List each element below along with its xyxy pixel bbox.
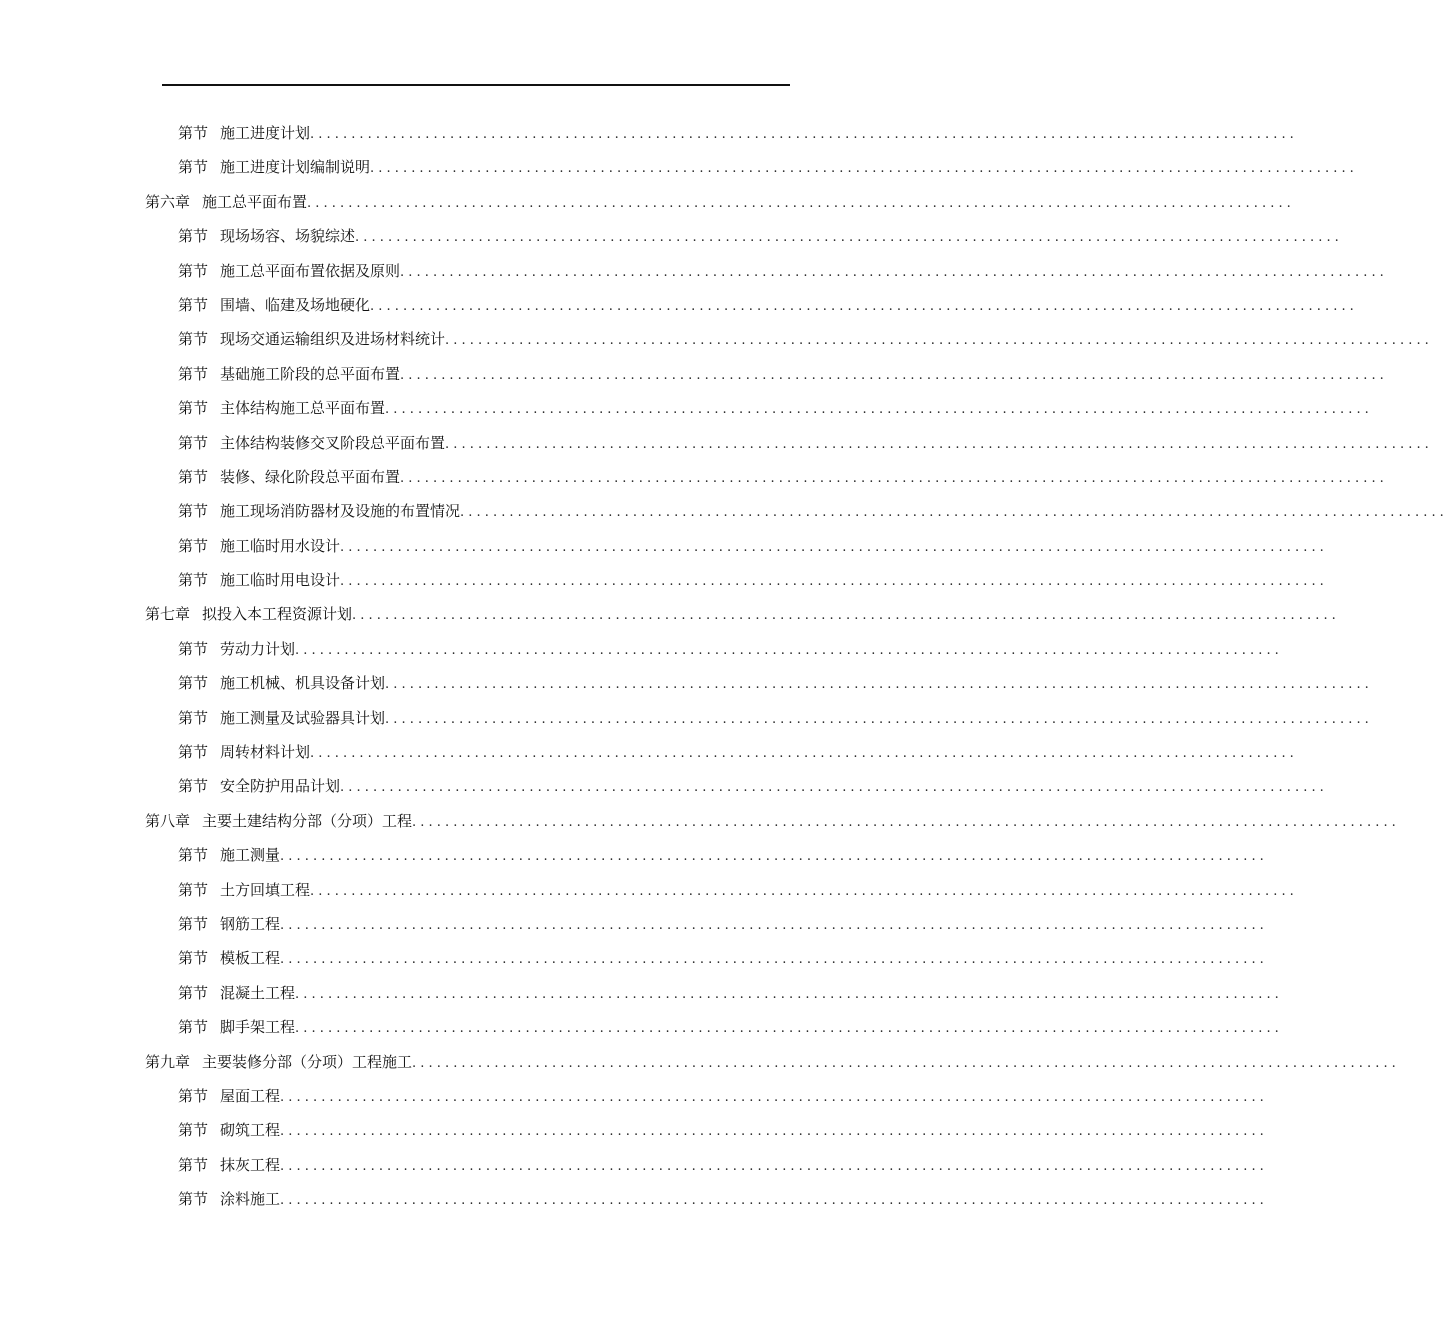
toc-dot-leader: ........................................................................................................................: [295, 1021, 1283, 1037]
toc-dot-leader: ........................................................................................................................: [400, 264, 1388, 280]
toc-entry-number: 第节: [178, 227, 209, 246]
toc-section-entry[interactable]: [0, 941, 1268, 975]
toc-dot-leader: ........................................................................................................................: [460, 505, 1448, 521]
toc-entry-title: 现场场容、场貌综述: [220, 227, 356, 246]
toc-dot-leader: ........................................................................................................................: [280, 1158, 1268, 1174]
toc-entry-title: 混凝土工程: [220, 983, 296, 1002]
toc-chapter-entry[interactable]: [0, 597, 1340, 631]
toc-entry-title: 施工总平面布置: [202, 192, 308, 211]
toc-entry-title: 主体结构施工总平面布置: [220, 399, 386, 418]
toc-section-entry[interactable]: [0, 150, 1358, 184]
toc-section-entry[interactable]: [0, 219, 1343, 253]
toc-section-entry[interactable]: [0, 769, 1328, 803]
toc-entry-number: 第节: [178, 536, 209, 555]
toc-dot-leader: ........................................................................................................................: [385, 677, 1373, 693]
toc-chapter-entry[interactable]: [0, 804, 1400, 838]
toc-dot-leader: ........................................................................................................................: [310, 883, 1298, 899]
toc-dot-leader: ........................................................................................................................: [412, 814, 1400, 830]
toc-entry-number: 第节: [178, 399, 209, 418]
toc-dot-leader: ........................................................................................................................: [445, 333, 1433, 349]
toc-entry-title: 模板工程: [220, 949, 281, 968]
toc-entry-title: 劳动力计划: [220, 639, 296, 658]
toc-dot-leader: ........................................................................................................................: [340, 539, 1328, 555]
toc-entry-title: 基础施工阶段的总平面布置: [220, 364, 401, 383]
toc-entry-number: 第七章: [145, 605, 191, 624]
toc-entry-title: 涂料施工: [220, 1190, 281, 1209]
header-rule: [162, 84, 790, 86]
toc-entry-title: 施工进度计划编制说明: [220, 158, 371, 177]
toc-section-entry[interactable]: [0, 701, 1373, 735]
toc-chapter-entry[interactable]: [0, 185, 1295, 219]
toc-section-entry[interactable]: [0, 1182, 1268, 1216]
toc-dot-leader: ........................................................................................................................: [340, 780, 1328, 796]
toc-entry-number: 第节: [178, 880, 209, 899]
toc-entry-title: 施工总平面布置依据及原则: [220, 261, 401, 280]
toc-section-entry[interactable]: [0, 632, 1283, 666]
toc-dot-leader: ........................................................................................................................: [307, 195, 1295, 211]
toc-entry-title: 钢筋工程: [220, 914, 281, 933]
toc-entry-number: 第节: [178, 674, 209, 693]
toc-entry-number: 第节: [178, 158, 209, 177]
toc-entry-number: 第节: [178, 1121, 209, 1140]
toc-dot-leader: ........................................................................................................................: [385, 402, 1373, 418]
toc-entry-title: 施工临时用水设计: [220, 536, 341, 555]
toc-entry-number: 第节: [178, 949, 209, 968]
toc-entry-number: 第节: [178, 1155, 209, 1174]
toc-entry-title: 抹灰工程: [220, 1155, 281, 1174]
toc-dot-leader: ........................................................................................................................: [310, 746, 1298, 762]
toc-entry-number: 第节: [178, 502, 209, 521]
toc-section-entry[interactable]: [0, 666, 1373, 700]
toc-section-entry[interactable]: [0, 873, 1298, 907]
toc-section-entry[interactable]: [0, 391, 1373, 425]
toc-section-entry[interactable]: [0, 976, 1283, 1010]
toc-dot-leader: ........................................................................................................................: [280, 917, 1268, 933]
toc-dot-leader: ........................................................................................................................: [280, 952, 1268, 968]
toc-entry-number: 第节: [178, 1190, 209, 1209]
toc-entry-title: 现场交通运输组织及进场材料统计: [220, 330, 446, 349]
toc-entry-title: 装修、绿化阶段总平面布置: [220, 467, 401, 486]
toc-entry-number: 第八章: [145, 811, 191, 830]
toc-entry-number: 第节: [178, 433, 209, 452]
toc-dot-leader: ........................................................................................................................: [370, 298, 1358, 314]
toc-entry-title: 围墙、临建及场地硬化: [220, 295, 371, 314]
toc-section-entry[interactable]: [0, 322, 1433, 356]
toc-dot-leader: ........................................................................................................................: [340, 574, 1328, 590]
toc-section-entry[interactable]: [0, 1010, 1283, 1044]
toc-section-entry[interactable]: [0, 1079, 1268, 1113]
toc-entry-number: 第节: [178, 571, 209, 590]
toc-section-entry[interactable]: [0, 426, 1433, 460]
toc-entry-title: 主要装修分部（分项）工程施工: [202, 1052, 413, 1071]
toc-dot-leader: ........................................................................................................................: [400, 367, 1388, 383]
toc-entry-title: 主体结构装修交叉阶段总平面布置: [220, 433, 446, 452]
toc-dot-leader: ........................................................................................................................: [385, 711, 1373, 727]
toc-dot-leader: ........................................................................................................................: [310, 127, 1298, 142]
toc-section-entry[interactable]: [0, 494, 1448, 528]
toc-entry-number: 第节: [178, 1018, 209, 1037]
toc-section-entry[interactable]: [0, 529, 1328, 563]
toc-dot-leader: ........................................................................................................................: [280, 1193, 1268, 1209]
toc-dot-leader: ........................................................................................................................: [370, 161, 1358, 177]
toc-section-entry[interactable]: [0, 254, 1388, 288]
toc-dot-leader: ........................................................................................................................: [280, 849, 1268, 865]
toc-entry-number: 第节: [178, 1086, 209, 1105]
toc-dot-leader: ........................................................................................................................: [400, 470, 1388, 486]
table-of-contents: [0, 116, 1448, 1217]
toc-entry-number: 第节: [178, 639, 209, 658]
toc-section-entry[interactable]: [0, 1148, 1268, 1182]
toc-entry-title: 屋面工程: [220, 1086, 281, 1105]
toc-entry-number: 第节: [178, 743, 209, 762]
toc-dot-leader: ........................................................................................................................: [295, 986, 1283, 1002]
toc-entry-number: 第节: [178, 124, 209, 142]
toc-entry-number: 第节: [178, 261, 209, 280]
toc-dot-leader: ........................................................................................................................: [280, 1124, 1268, 1140]
toc-section-entry[interactable]: [0, 563, 1328, 597]
toc-dot-leader: ........................................................................................................................: [355, 230, 1343, 246]
toc-entry-number: 第节: [178, 914, 209, 933]
toc-dot-leader: ........................................................................................................................: [412, 1055, 1400, 1071]
toc-entry-title: 安全防护用品计划: [220, 777, 341, 796]
toc-entry-title: 施工临时用电设计: [220, 571, 341, 590]
toc-entry-number: 第九章: [145, 1052, 191, 1071]
toc-entry-number: 第节: [178, 983, 209, 1002]
toc-dot-leader: ........................................................................................................................: [295, 642, 1283, 658]
toc-section-entry[interactable]: [0, 838, 1268, 872]
toc-entry-title: 施工机械、机具设备计划: [220, 674, 386, 693]
toc-section-entry[interactable]: [0, 357, 1388, 391]
toc-entry-number: 第节: [178, 295, 209, 314]
toc-entry-title: 砌筑工程: [220, 1121, 281, 1140]
toc-dot-leader: ........................................................................................................................: [280, 1089, 1268, 1105]
toc-section-entry[interactable]: [0, 1113, 1268, 1147]
toc-section-entry[interactable]: [0, 460, 1388, 494]
toc-entry-number: 第节: [178, 708, 209, 727]
toc-entry-number: 第节: [178, 467, 209, 486]
toc-entry-title: 土方回填工程: [220, 880, 311, 899]
toc-entry-title: 施工现场消防器材及设施的布置情况: [220, 502, 461, 521]
toc-entry-title: 拟投入本工程资源计划: [202, 605, 353, 624]
toc-entry-number: 第节: [178, 846, 209, 865]
toc-section-entry[interactable]: [0, 735, 1298, 769]
toc-entry-number: 第节: [178, 330, 209, 349]
toc-entry-number: 第节: [178, 777, 209, 796]
toc-section-entry[interactable]: [0, 288, 1358, 322]
toc-section-entry[interactable]: [0, 116, 1298, 150]
toc-entry-title: 脚手架工程: [220, 1018, 296, 1037]
toc-section-entry[interactable]: [0, 907, 1268, 941]
toc-entry-number: 第六章: [145, 192, 191, 211]
toc-dot-leader: ........................................................................................................................: [352, 608, 1340, 624]
toc-entry-title: 周转材料计划: [220, 743, 311, 762]
toc-entry-title: 主要土建结构分部（分项）工程: [202, 811, 413, 830]
toc-entry-title: 施工测量: [220, 846, 281, 865]
toc-entry-title: 施工测量及试验器具计划: [220, 708, 386, 727]
toc-entry-title: 施工进度计划: [220, 124, 311, 142]
toc-chapter-entry[interactable]: [0, 1045, 1400, 1079]
toc-dot-leader: ........................................................................................................................: [445, 436, 1433, 452]
toc-entry-number: 第节: [178, 364, 209, 383]
